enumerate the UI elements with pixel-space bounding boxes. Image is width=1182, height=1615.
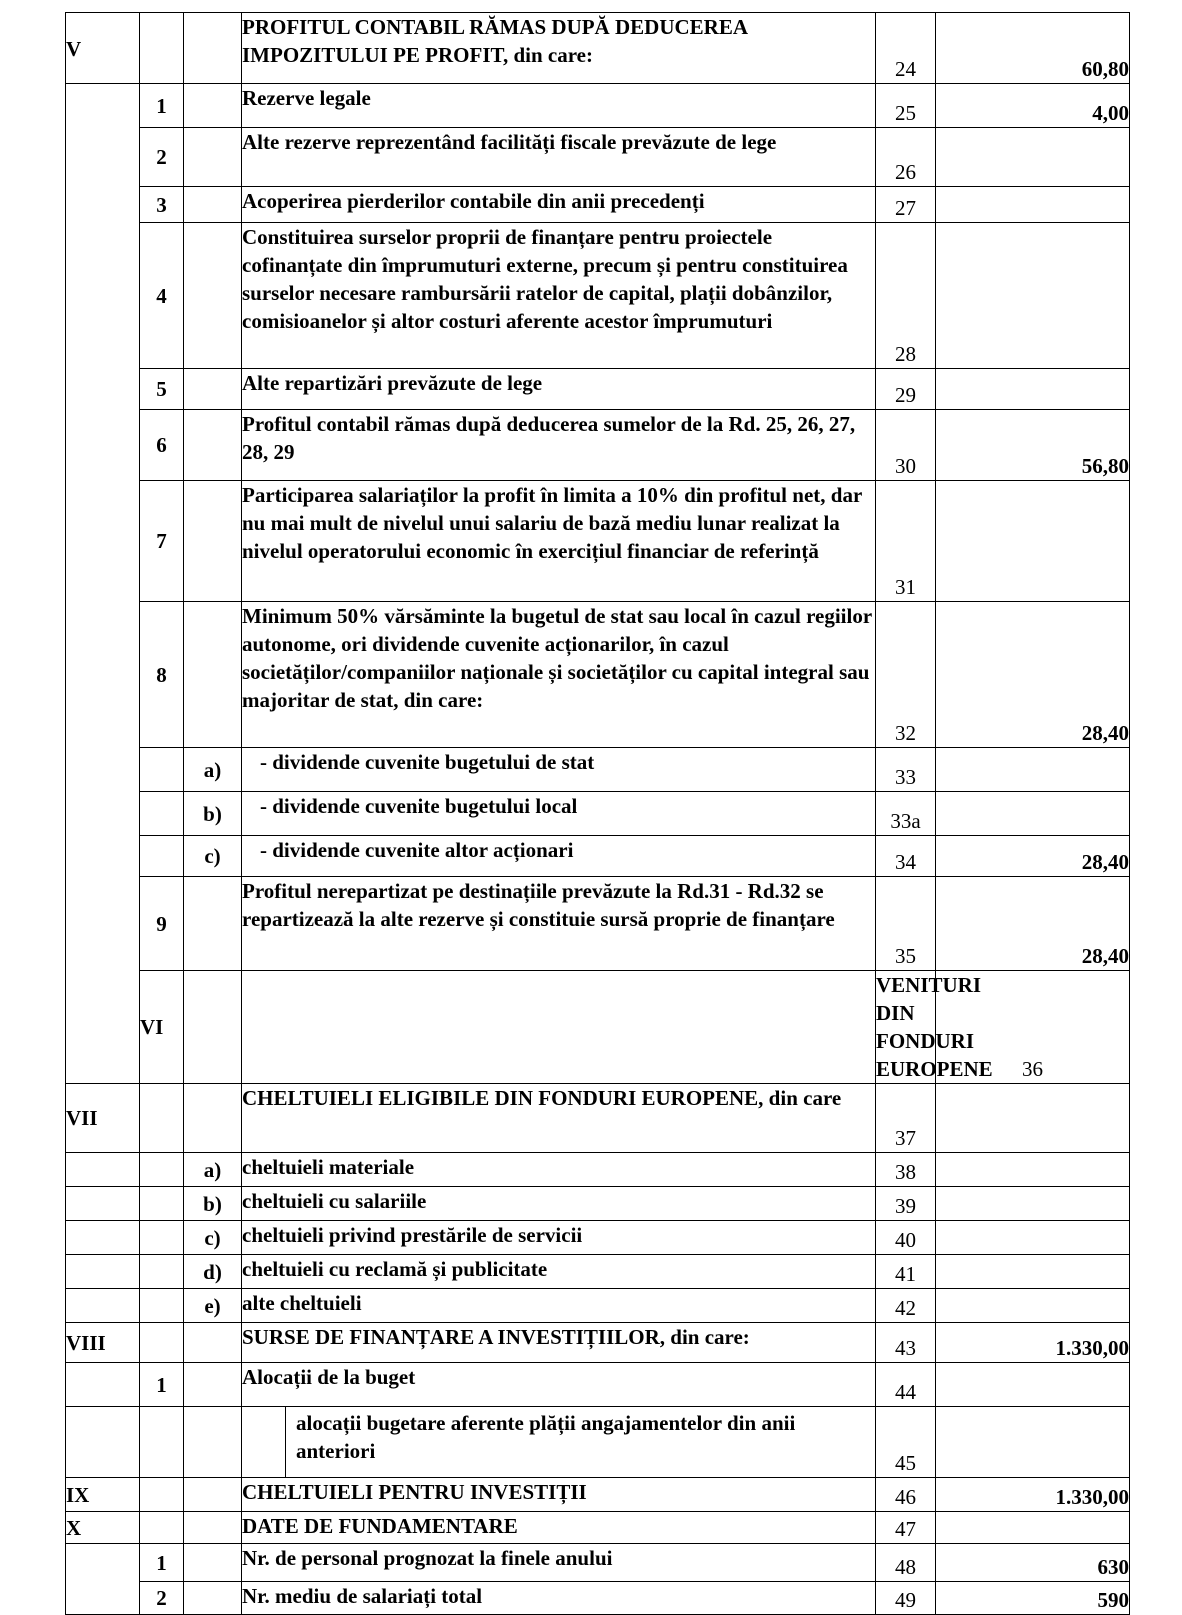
row-description: Constituirea surselor proprii de finanțare pentru proiectele cofinanțate din împrumuturi externe, precum și pentru constituirea surselor necesare rambursării ratelor de capital, plații dobânzilor, comisioanelor și altor costuri aferente acestor împrumuturi xyxy=(242,223,876,369)
row-code: 27 xyxy=(876,187,936,223)
row-number: 8 xyxy=(140,602,184,748)
row-value: 630 xyxy=(936,1544,1130,1582)
table-row xyxy=(66,971,1130,1084)
row-number xyxy=(140,792,184,836)
row-number xyxy=(140,1153,184,1187)
row-value xyxy=(936,1221,1130,1255)
row-code: 25 xyxy=(876,84,936,128)
budget-table xyxy=(65,12,1130,1615)
row-number xyxy=(140,748,184,792)
row-number: 1 xyxy=(140,84,184,128)
row-description: SURSE DE FINANȚARE A INVESTIȚIILOR, din care: xyxy=(242,1323,876,1363)
row-code: 36 xyxy=(936,971,1130,1084)
row-code: 31 xyxy=(876,481,936,602)
row-description: cheltuieli cu reclamă și publicitate xyxy=(242,1255,876,1289)
row-letter: a) xyxy=(184,748,242,792)
row-letter: d) xyxy=(184,1255,242,1289)
table-row xyxy=(66,410,1130,481)
row-number: 7 xyxy=(140,481,184,602)
table-row xyxy=(66,1544,1130,1582)
chapter-number xyxy=(66,1187,140,1221)
table-row xyxy=(66,602,1130,748)
sub-column-empty xyxy=(242,1407,286,1477)
row-letter xyxy=(242,971,876,1084)
row-value xyxy=(936,1255,1130,1289)
row-number: 1 xyxy=(140,1544,184,1582)
table-row xyxy=(66,1582,1130,1615)
row-letter xyxy=(184,187,242,223)
row-number xyxy=(140,1255,184,1289)
chapter-number xyxy=(66,1363,140,1407)
table-row xyxy=(66,223,1130,369)
row-description: cheltuieli cu salariile xyxy=(242,1187,876,1221)
row-description: Minimum 50% vărsăminte la bugetul de stat sau local în cazul regiilor autonome, ori dividende cuvenite acționarilor, în cazul societăților/companiilor naționale și societăților cu capital integral sau majoritar de stat, din care: xyxy=(242,602,876,748)
row-number: 5 xyxy=(140,369,184,410)
row-letter xyxy=(184,602,242,748)
table-row xyxy=(66,1323,1130,1363)
table-row xyxy=(66,1084,1130,1153)
row-number: 4 xyxy=(140,223,184,369)
row-description: cheltuieli materiale xyxy=(242,1153,876,1187)
row-number xyxy=(140,13,184,84)
row-value: 28,40 xyxy=(936,602,1130,748)
row-description: PROFITUL CONTABIL RĂMAS DUPĂ DEDUCEREA IMPOZITULUI PE PROFIT, din care: xyxy=(242,13,876,84)
row-description: - dividende cuvenite altor acționari xyxy=(242,836,876,877)
row-code: 28 xyxy=(876,223,936,369)
chapter-number xyxy=(66,1153,140,1187)
row-letter: b) xyxy=(184,792,242,836)
row-number: 6 xyxy=(140,410,184,481)
chapter-number: X xyxy=(66,1512,140,1544)
row-value: 1.330,00 xyxy=(936,1323,1130,1363)
row-letter xyxy=(184,1582,242,1615)
row-code: 29 xyxy=(876,369,936,410)
chapter-number xyxy=(66,1407,140,1478)
row-code: 40 xyxy=(876,1221,936,1255)
table-row xyxy=(66,1255,1130,1289)
row-value xyxy=(936,1289,1130,1323)
chapter-number xyxy=(66,1255,140,1289)
row-letter xyxy=(184,1544,242,1582)
row-code: 38 xyxy=(876,1153,936,1187)
row-value xyxy=(936,748,1130,792)
row-description: Rezerve legale xyxy=(242,84,876,128)
row-value: 60,80 xyxy=(936,13,1130,84)
table-row xyxy=(66,1187,1130,1221)
row-number: 2 xyxy=(140,128,184,187)
row-letter: e) xyxy=(184,1289,242,1323)
row-letter: b) xyxy=(184,1187,242,1221)
chapter-number: VI xyxy=(140,971,184,1084)
table-row xyxy=(66,13,1130,84)
row-value xyxy=(936,223,1130,369)
table-row xyxy=(66,836,1130,877)
chapter-number xyxy=(66,1221,140,1255)
chapter-number: IX xyxy=(66,1478,140,1512)
chapter-number xyxy=(66,1289,140,1323)
table-row xyxy=(66,792,1130,836)
row-value: 4,00 xyxy=(936,84,1130,128)
table-row xyxy=(66,1289,1130,1323)
row-code: 46 xyxy=(876,1478,936,1512)
row-letter: c) xyxy=(184,1221,242,1255)
row-number xyxy=(140,1221,184,1255)
table-row xyxy=(66,369,1130,410)
row-letter: c) xyxy=(184,836,242,877)
row-description: Participarea salariaților la profit în limita a 10% din profitul net, dar nu mai mult de nivelul unui salariu de bază mediu lunar realizat la nivelul operatorului economic în exercițiul financiar de referință xyxy=(242,481,876,602)
row-description-cell xyxy=(242,1407,876,1478)
row-code: 35 xyxy=(876,877,936,971)
chapter-cell-empty xyxy=(66,84,140,1084)
row-letter xyxy=(184,481,242,602)
row-value xyxy=(936,1187,1130,1221)
row-description: Alte rezerve reprezentând facilități fiscale prevăzute de lege xyxy=(242,128,876,187)
table-row xyxy=(66,1221,1130,1255)
table-row xyxy=(66,748,1130,792)
row-code: 24 xyxy=(876,13,936,84)
row-value: 28,40 xyxy=(936,877,1130,971)
row-letter xyxy=(184,1478,242,1512)
chapter-number: V xyxy=(66,13,140,84)
row-description: - dividende cuvenite bugetului local xyxy=(242,792,876,836)
row-description: CHELTUIELI PENTRU INVESTIȚII xyxy=(242,1478,876,1512)
table-row xyxy=(66,84,1130,128)
row-code: 49 xyxy=(876,1582,936,1615)
table-row xyxy=(66,1363,1130,1407)
row-description: alte cheltuieli xyxy=(242,1289,876,1323)
chapter-number: VIII xyxy=(66,1323,140,1363)
row-value xyxy=(936,1084,1130,1153)
row-number xyxy=(140,1512,184,1544)
row-number: 2 xyxy=(140,1582,184,1615)
table-row xyxy=(66,1407,1130,1478)
row-code: 26 xyxy=(876,128,936,187)
row-description: - dividende cuvenite bugetului de stat xyxy=(242,748,876,792)
table-row xyxy=(66,1478,1130,1512)
row-letter xyxy=(184,410,242,481)
row-value: 1.330,00 xyxy=(936,1478,1130,1512)
row-code: 33 xyxy=(876,748,936,792)
chapter-number: VII xyxy=(66,1084,140,1153)
row-value xyxy=(936,369,1130,410)
row-code: 45 xyxy=(876,1407,936,1478)
row-letter xyxy=(184,223,242,369)
table-row xyxy=(66,128,1130,187)
row-code: 47 xyxy=(876,1512,936,1544)
table-row xyxy=(66,1512,1130,1544)
row-code: 32 xyxy=(876,602,936,748)
row-code: 37 xyxy=(876,1084,936,1153)
row-letter xyxy=(184,13,242,84)
row-letter: a) xyxy=(184,1153,242,1187)
row-value: 590 xyxy=(936,1582,1130,1615)
row-description: Nr. mediu de salariați total xyxy=(242,1582,876,1615)
row-value xyxy=(936,1363,1130,1407)
row-letter xyxy=(184,128,242,187)
row-value: 28,40 xyxy=(936,836,1130,877)
row-number xyxy=(140,836,184,877)
row-value xyxy=(936,1153,1130,1187)
row-letter xyxy=(184,877,242,971)
row-description: Acoperirea pierderilor contabile din anii precedenți xyxy=(242,187,876,223)
row-letter xyxy=(184,1363,242,1407)
chapter-cell-empty xyxy=(66,1544,140,1615)
table-row xyxy=(66,877,1130,971)
table-row xyxy=(66,187,1130,223)
row-description: Alte repartizări prevăzute de lege xyxy=(242,369,876,410)
row-description: VENITURI DIN FONDURI EUROPENE xyxy=(876,971,936,1084)
subdivided-description xyxy=(242,1407,875,1477)
row-number: 1 xyxy=(140,1363,184,1407)
row-code: 43 xyxy=(876,1323,936,1363)
row-description: alocații bugetare aferente plății angajamentelor din anii anteriori xyxy=(296,1411,796,1463)
row-code: 39 xyxy=(876,1187,936,1221)
row-description: Profitul nerepartizat pe destinațiile prevăzute la Rd.31 - Rd.32 se repartizează la alte rezerve și constituie sursă proprie de finanțare xyxy=(242,877,876,971)
row-letter xyxy=(184,1084,242,1153)
row-description: CHELTUIELI ELIGIBILE DIN FONDURI EUROPENE, din care xyxy=(242,1084,876,1153)
row-description: Alocații de la buget xyxy=(242,1363,876,1407)
table-row xyxy=(66,1153,1130,1187)
row-code: 34 xyxy=(876,836,936,877)
row-number: 3 xyxy=(140,187,184,223)
table-row xyxy=(66,481,1130,602)
row-number xyxy=(140,1187,184,1221)
row-number xyxy=(184,971,242,1084)
row-number xyxy=(140,1323,184,1363)
row-value: 56,80 xyxy=(936,410,1130,481)
row-code: 41 xyxy=(876,1255,936,1289)
row-letter xyxy=(184,1323,242,1363)
row-letter xyxy=(184,369,242,410)
row-letter xyxy=(184,84,242,128)
row-number xyxy=(140,1407,184,1478)
row-value xyxy=(936,792,1130,836)
row-code: 48 xyxy=(876,1544,936,1582)
row-letter xyxy=(184,1407,242,1478)
row-value xyxy=(936,187,1130,223)
row-code: 30 xyxy=(876,410,936,481)
row-value xyxy=(936,481,1130,602)
row-value xyxy=(936,1512,1130,1544)
row-description: Nr. de personal prognozat la finele anului xyxy=(242,1544,876,1582)
row-code: 42 xyxy=(876,1289,936,1323)
row-description: DATE DE FUNDAMENTARE xyxy=(242,1512,876,1544)
row-letter xyxy=(184,1512,242,1544)
row-code: 33a xyxy=(876,792,936,836)
row-description: Profitul contabil rămas după deducerea sumelor de la Rd. 25, 26, 27, 28, 29 xyxy=(242,410,876,481)
row-description: cheltuieli privind prestările de servicii xyxy=(242,1221,876,1255)
row-value xyxy=(936,128,1130,187)
row-number xyxy=(140,1084,184,1153)
row-number xyxy=(140,1289,184,1323)
row-number xyxy=(140,1478,184,1512)
row-code: 44 xyxy=(876,1363,936,1407)
row-number: 9 xyxy=(140,877,184,971)
row-value xyxy=(936,1407,1130,1478)
